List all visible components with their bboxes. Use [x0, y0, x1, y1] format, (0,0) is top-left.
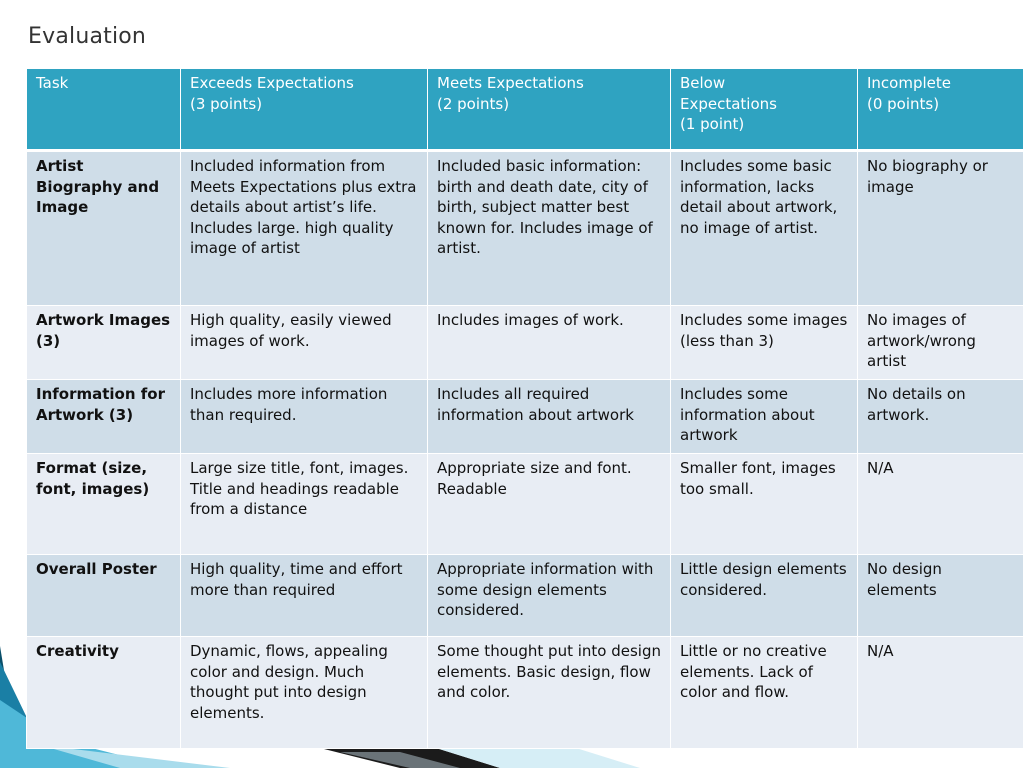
- page-title: Evaluation: [28, 24, 147, 49]
- table-row: [27, 454, 1024, 555]
- header-incomplete-line-1: Incomplete: [867, 74, 951, 92]
- cell-task: Creativity: [27, 637, 181, 749]
- cell-exceeds: High quality, time and effort more than required: [181, 555, 428, 637]
- cell-meets: Includes all required information about artwork: [428, 380, 671, 454]
- cell-task: Format (size, font, images): [27, 454, 181, 555]
- cell-task: Overall Poster: [27, 555, 181, 637]
- header-task: [27, 69, 181, 151]
- cell-incomplete: No details on artwork.: [858, 380, 1024, 454]
- cell-below: Little design elements considered.: [671, 555, 858, 637]
- header-exceeds-expectations: [181, 69, 428, 151]
- rubric-table: [26, 68, 1024, 749]
- cell-incomplete: No design elements: [858, 555, 1024, 637]
- cell-meets: Appropriate information with some design elements considered.: [428, 555, 671, 637]
- header-task-line: Task: [36, 74, 69, 92]
- cell-exceeds: Included information from Meets Expectations plus extra details about artist’s life. Includes large. high quality image of artist: [181, 151, 428, 306]
- cell-incomplete: No biography or image: [858, 151, 1024, 306]
- cell-below: Includes some basic information, lacks detail about artwork, no image of artist.: [671, 151, 858, 306]
- cell-meets: Includes images of work.: [428, 306, 671, 380]
- header-incomplete: [858, 69, 1024, 151]
- header-below-line-3: (1 point): [680, 115, 745, 133]
- header-meets-expectations: [428, 69, 671, 151]
- cell-task: Artwork Images (3): [27, 306, 181, 380]
- cell-exceeds: Large size title, font, images. Title and headings readable from a distance: [181, 454, 428, 555]
- table-row: [27, 555, 1024, 637]
- table-row: [27, 306, 1024, 380]
- cell-meets: Some thought put into design elements. Basic design, flow and color.: [428, 637, 671, 749]
- cell-incomplete: N/A: [858, 637, 1024, 749]
- cell-exceeds: Dynamic, flows, appealing color and design. Much thought put into design elements.: [181, 637, 428, 749]
- header-incomplete-line-2: (0 points): [867, 94, 940, 113]
- cell-incomplete: No images of artwork/wrong artist: [858, 306, 1024, 380]
- cell-meets: Included basic information: birth and death date, city of birth, subject matter best known for. Includes image of artist.: [428, 151, 671, 306]
- table-row: [27, 151, 1024, 306]
- header-below-line-2: Expectations: [680, 94, 777, 113]
- cell-below: Smaller font, images too small.: [671, 454, 858, 555]
- header-below-expectations: [671, 69, 858, 151]
- header-meets-line-1: Meets Expectations: [437, 74, 584, 92]
- cell-incomplete: N/A: [858, 454, 1024, 555]
- cell-exceeds: High quality, easily viewed images of work.: [181, 306, 428, 380]
- header-exceeds-line-1: Exceeds Expectations: [190, 74, 354, 92]
- cell-meets: Appropriate size and font. Readable: [428, 454, 671, 555]
- cell-task: Information for Artwork (3): [27, 380, 181, 454]
- header-meets-line-2: (2 points): [437, 94, 510, 113]
- header-below-line-1: Below: [680, 74, 726, 92]
- header-exceeds-line-2: (3 points): [190, 94, 263, 113]
- table-row: [27, 637, 1024, 749]
- cell-below: Includes some images (less than 3): [671, 306, 858, 380]
- cell-task: Artist Biography and Image: [27, 151, 181, 306]
- cell-below: Little or no creative elements. Lack of color and flow.: [671, 637, 858, 749]
- header-row: [27, 69, 1024, 151]
- cell-below: Includes some information about artwork: [671, 380, 858, 454]
- cell-exceeds: Includes more information than required.: [181, 380, 428, 454]
- table-row: [27, 380, 1024, 454]
